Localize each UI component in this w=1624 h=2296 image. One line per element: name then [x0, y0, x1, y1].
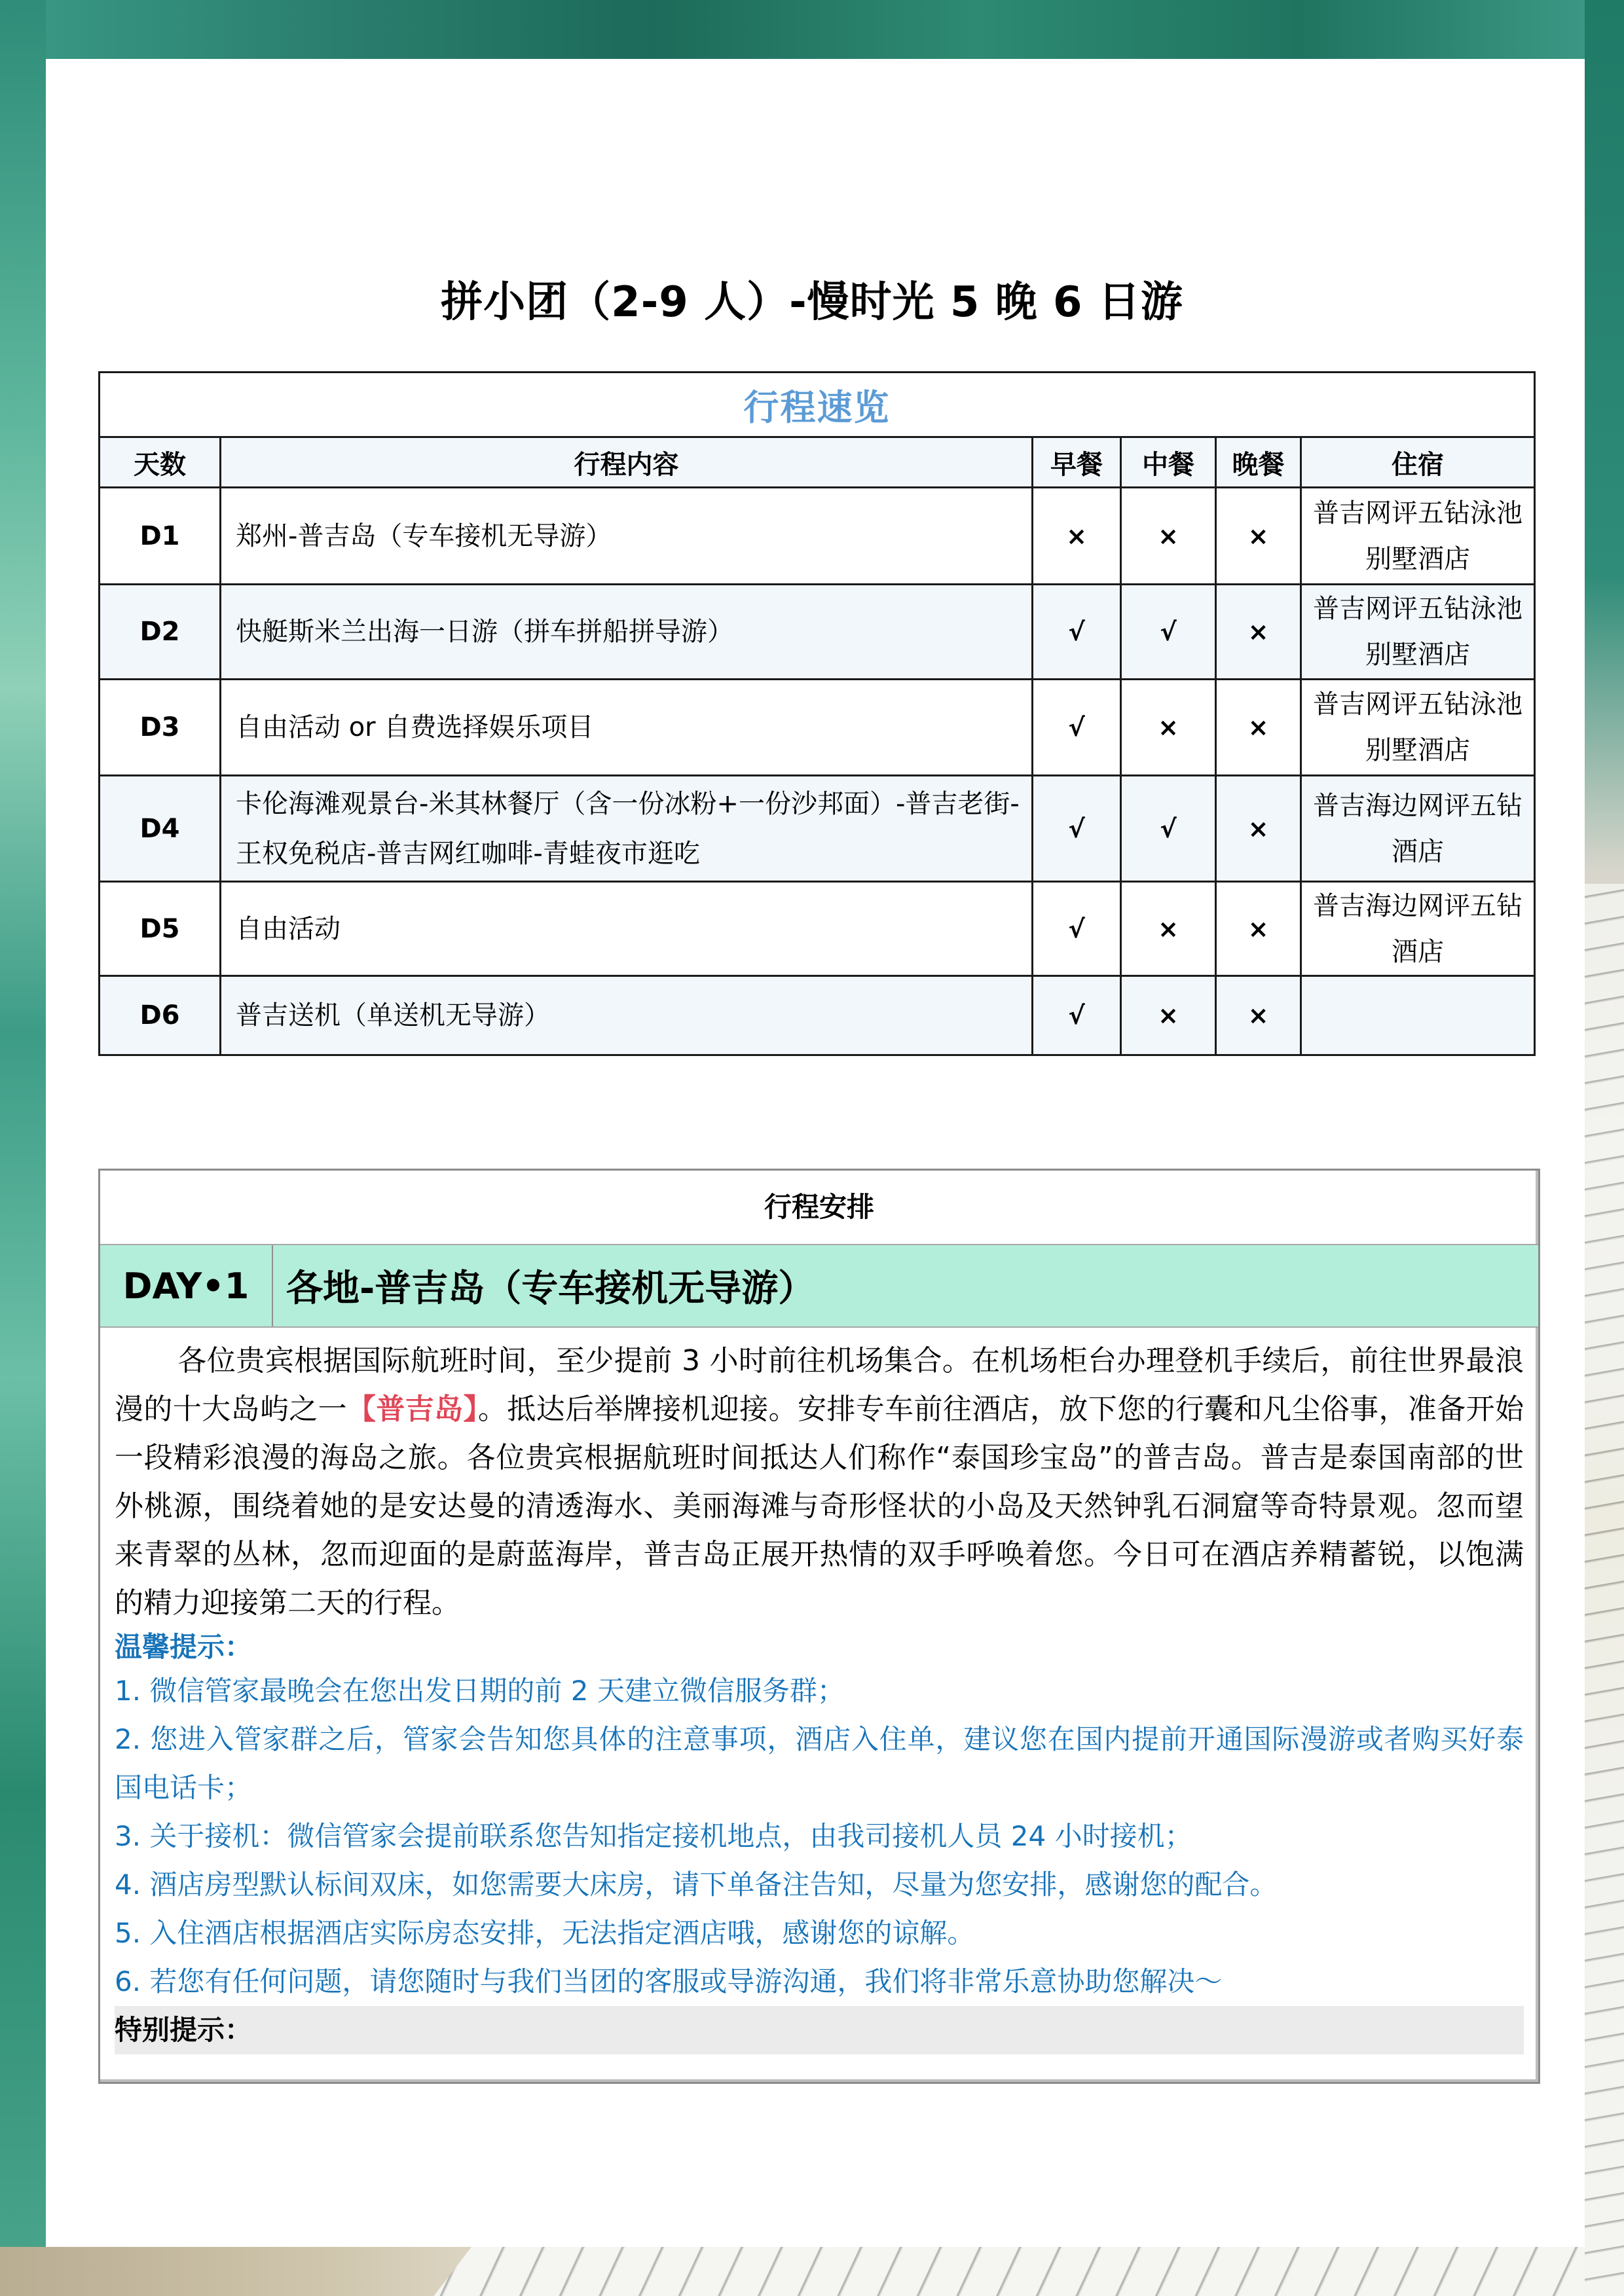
day-label: DAY•1: [100, 1245, 273, 1326]
document-title: 拼小团（2-9 人）-慢时光 5 晚 6 日游: [441, 278, 1183, 327]
daily-schedule-box: [98, 1169, 1540, 2084]
table-row: [100, 776, 1535, 882]
tip-item: 3. 关于接机：微信管家会提前联系您告知指定接机地点，由我司接机人员 24 小时接机；: [115, 1820, 1192, 1852]
decorative-sand-bottom: [0, 2247, 471, 2296]
col-header-breakfast: 早餐: [1033, 437, 1121, 488]
tip-item: 4. 酒店房型默认标间双床，如您需要大床房，请下单备注告知，尽量为您安排，感谢您的配合。: [115, 1868, 1278, 1901]
row-content: 自由活动: [221, 882, 1033, 976]
row-day: D5: [100, 882, 221, 976]
row-hotel: 普吉网评五钻泳池别墅酒店: [1301, 680, 1535, 776]
table-row: [100, 488, 1535, 585]
tips-title: 温馨提示：: [115, 1631, 253, 1663]
row-lunch: ×: [1121, 488, 1216, 585]
summary-caption: 行程速览: [100, 373, 1535, 437]
row-breakfast: ×: [1033, 488, 1121, 585]
table-row: [100, 680, 1535, 776]
row-breakfast: √: [1033, 680, 1121, 776]
row-breakfast: √: [1033, 585, 1121, 680]
row-hotel: 普吉网评五钻泳池别墅酒店: [1301, 585, 1535, 680]
tip-item: 5. 入住酒店根据酒店实际房态安排，无法指定酒店哦，感谢您的谅解。: [115, 1917, 975, 1949]
row-day: D1: [100, 488, 221, 585]
col-header-dinner: 晚餐: [1216, 437, 1301, 488]
row-day: D6: [100, 976, 221, 1055]
table-row: [100, 976, 1535, 1055]
description-text-part2: 。抵达后举牌接机迎接。安排专车前往酒店，放下您的行囊和凡尘俗事，准备开始一段精彩浪漫的海岛之旅。各位贵宾根据航班时间抵达人们称作“泰国珍宝岛”的普吉岛。普吉是泰国南部的世外桃源，围绕着她的是安达曼的清透海水、美丽海滩与奇形怪状的小岛及天然钟乳石洞窟等奇特景观。忽而望来青翠的丛林，忽而迎面的是蔚蓝海岸，普吉岛正展开热情的双手呼唤着您。今日可在酒店养精蓄锐，以饱满的精力迎接第二天的行程。: [115, 1393, 1524, 1620]
col-header-hotel: 住宿: [1301, 437, 1535, 488]
row-lunch: ×: [1121, 976, 1216, 1055]
day-header-row: [100, 1245, 1538, 1328]
special-notice: 特别提示：: [115, 2006, 1524, 2054]
tip-item: 2. 您进入管家群之后，管家会告知您具体的注意事项，酒店入住单，建议您在国内提前开通国际漫游或者购买好泰国电话卡；: [115, 1723, 1524, 1804]
row-hotel: 普吉网评五钻泳池别墅酒店: [1301, 488, 1535, 585]
decorative-stripes-right: [1585, 884, 1624, 2296]
table-row: [100, 882, 1535, 976]
description-text-part1: 各位贵宾根据国际航班时间，至少提前 3 小时前往机场集合。在机场柜台办理登机手续后，前往世界最浪漫的十大岛屿之一: [115, 1344, 1524, 1426]
row-day: D3: [100, 680, 221, 776]
row-breakfast: √: [1033, 776, 1121, 882]
tip-item: 6. 若您有任何问题，请您随时与我们当团的客服或导游沟通，我们将非常乐意协助您解决～: [115, 1965, 1223, 1997]
row-content: 普吉送机（单送机无导游）: [221, 976, 1033, 1055]
highlight-destination: 【普吉岛】: [347, 1393, 478, 1426]
col-header-day: 天数: [100, 437, 221, 488]
itinerary-summary-table: [98, 371, 1536, 1056]
tip-item: 1. 微信管家最晚会在您出发日期的前 2 天建立微信服务群；: [115, 1675, 845, 1707]
row-day: D2: [100, 585, 221, 680]
row-content: 卡伦海滩观景台-米其林餐厅（含一份冰粉+一份沙邦面）-普吉老街-王权免税店-普吉网红咖啡-青蛙夜市逛吃: [221, 776, 1033, 882]
col-header-lunch: 中餐: [1121, 437, 1216, 488]
row-dinner: ×: [1216, 680, 1301, 776]
row-hotel: [1301, 976, 1535, 1055]
row-breakfast: √: [1033, 882, 1121, 976]
row-lunch: ×: [1121, 882, 1216, 976]
row-hotel: 普吉海边网评五钻酒店: [1301, 882, 1535, 976]
row-day: D4: [100, 776, 221, 882]
row-lunch: √: [1121, 585, 1216, 680]
col-header-content: 行程内容: [221, 437, 1033, 488]
row-dinner: ×: [1216, 488, 1301, 585]
row-lunch: ×: [1121, 680, 1216, 776]
day-description: [100, 1328, 1538, 2054]
row-dinner: ×: [1216, 882, 1301, 976]
row-content: 快艇斯米兰出海一日游（拼车拼船拼导游）: [221, 585, 1033, 680]
row-content: 自由活动 or 自费选择娱乐项目: [221, 680, 1033, 776]
schedule-title: 行程安排: [100, 1171, 1538, 1245]
table-row: [100, 585, 1535, 680]
row-lunch: √: [1121, 776, 1216, 882]
decorative-ocean-photo-top: [0, 0, 1624, 59]
row-dinner: ×: [1216, 976, 1301, 1055]
decorative-ocean-photo-left: [0, 0, 46, 2296]
row-hotel: 普吉海边网评五钻酒店: [1301, 776, 1535, 882]
row-dinner: ×: [1216, 776, 1301, 882]
summary-header-row: [100, 437, 1535, 488]
row-content: 郑州-普吉岛（专车接机无导游）: [221, 488, 1033, 585]
row-breakfast: √: [1033, 976, 1121, 1055]
row-dinner: ×: [1216, 585, 1301, 680]
day-heading: 各地-普吉岛（专车接机无导游）: [286, 1267, 815, 1310]
